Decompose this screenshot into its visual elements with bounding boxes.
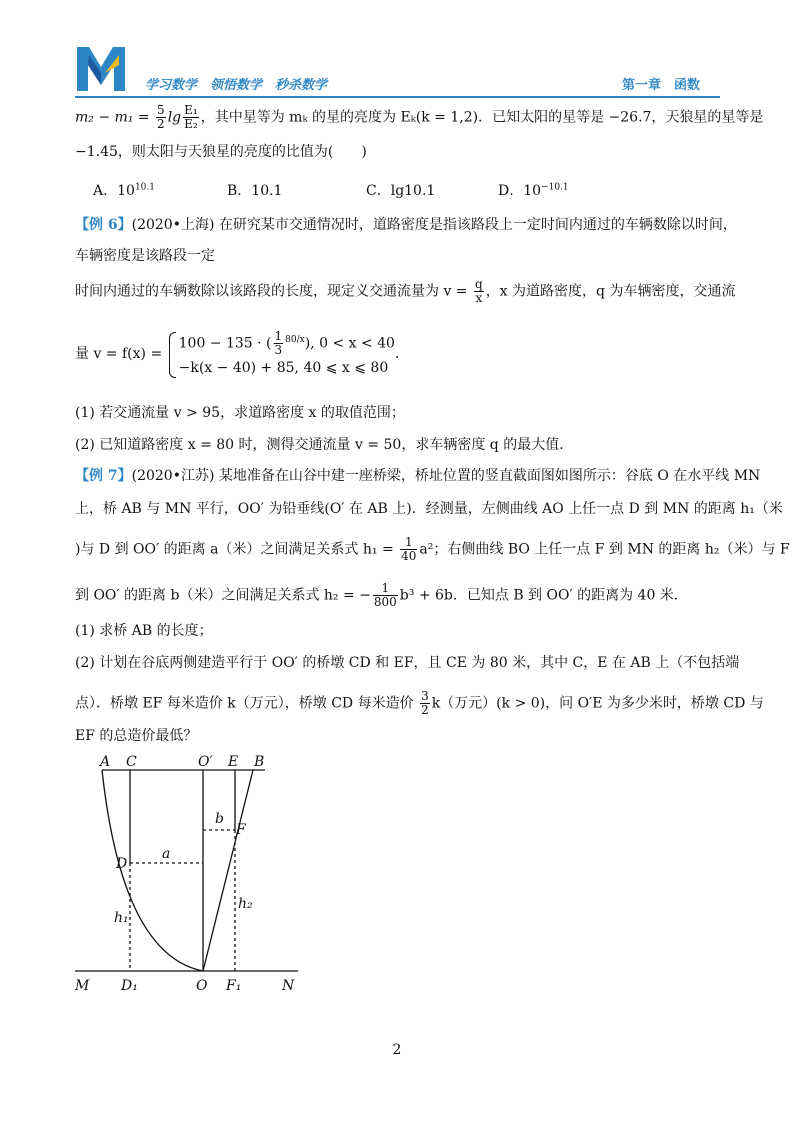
- header-divider: [75, 96, 720, 98]
- label-F1: F₁: [226, 978, 242, 994]
- logo-icon: [75, 43, 127, 95]
- example7-line3: )与 D 到 OO′ 的距离 a（米）之间满足关系式 h₁ = $\frac{1}{40}$ a²；右侧曲线 BO 上任一点 F 到 MN 的距离 h₂（米）与 F: [75, 535, 790, 564]
- example7-label: 【例 7】: [75, 468, 132, 484]
- example7-line1: 【例 7】(2020•江苏) 某地准备在山谷中建一座桥梁，桥址位置的竖直截面图如图所示：谷底 O 在水平线 MN: [75, 468, 761, 484]
- page-number: 2: [392, 1042, 402, 1058]
- example7-question1: (1) 求桥 AB 的长度；: [75, 623, 213, 639]
- prev-problem-line2: −1.45，则太阳与天狼星的亮度的比值为( ): [75, 144, 367, 160]
- label-a: a: [162, 846, 171, 862]
- piecewise-case1: 100 − 135 · ( $\frac{1}{3}$ $^{80/x}$), 0 < x < 40: [178, 329, 395, 358]
- example6-question2: (2) 已知道路密度 x = 80 时，测得交通流量 v = 50，求车辆密度 q 的最大值．: [75, 437, 574, 453]
- example6-piecewise: 量 v = f(x) = 100 − 135 · ( $\frac{1}{3}$ $^{80/x}$), 0 < x < 40 −k(x − 40) + 85, 40 ⩽ x ⩽ 80 ．: [75, 330, 725, 380]
- label-F: F: [236, 822, 246, 838]
- label-O-prime: O′: [198, 754, 213, 770]
- label-O: O: [196, 978, 208, 994]
- option-a[interactable]: A．$10^{10.1}$: [93, 182, 155, 199]
- label-E: E: [228, 754, 239, 770]
- label-D1: D₁: [121, 978, 138, 994]
- label-h2: h₂: [238, 896, 253, 912]
- example6-line1: 【例 6】(2020•上海) 在研究某市交通情况时，道路密度是指该路段上一定时间内通过的车辆数除以时间，: [75, 217, 737, 233]
- example7-question2-line1: (2) 计划在谷底两侧建造平行于 OO′ 的桥墩 CD 和 EF，且 CE 为 80 米，其中 C，E 在 AB 上（不包括端: [75, 655, 740, 671]
- example7-line2: 上，桥 AB 与 MN 平行，OO′ 为铅垂线(O′ 在 AB 上)．经测量，左侧曲线 AO 上任一点 D 到 MN 的距离 h₁（米: [75, 501, 783, 517]
- example7-question2-line2: 点）．桥墩 EF 每米造价 k（万元），桥墩 CD 每米造价 $\frac{3}{2}$ k（万元）(k > 0)，问 O′E 为多少米时，桥墩 CD 与: [75, 689, 764, 718]
- example7-line4: 到 OO′ 的距离 b（米）之间满足关系式 h₂ = − $\frac{1}{800}$ b³ + 6b．已知点 B 到 OO′ 的距离为 40 米．: [75, 581, 688, 610]
- bridge-figure: [70, 750, 310, 1000]
- piecewise-case2: −k(x − 40) + 85, 40 ⩽ x ⩽ 80: [178, 360, 389, 377]
- right-curve-bo: [203, 770, 253, 971]
- label-M: M: [75, 978, 90, 994]
- label-B: B: [254, 754, 265, 770]
- header-chapter: 第一章 函数: [622, 78, 701, 93]
- header-slogan: 学习数学 领悟数学 秒杀数学: [145, 78, 328, 93]
- label-b: b: [215, 811, 224, 827]
- example6-line3: 时间内通过的车辆数除以该路段的长度，现定义交通流量为 v = $\frac{q}{x}$ ，x 为道路密度，q 为车辆密度，交通流: [75, 277, 736, 306]
- label-D: D: [116, 856, 128, 872]
- option-c[interactable]: C．lg10.1: [366, 183, 436, 199]
- label-A: A: [100, 754, 111, 770]
- option-b[interactable]: B．10.1: [227, 183, 283, 199]
- example6-line2: 车辆密度是该路段一定: [75, 248, 215, 264]
- option-d[interactable]: D．$10^{-10.1}$: [498, 182, 569, 199]
- example6-question1: (1) 若交通流量 v > 95，求道路密度 x 的取值范围；: [75, 405, 405, 421]
- example6-label: 【例 6】: [75, 217, 132, 233]
- example7-question2-line3: EF 的总造价最低？: [75, 728, 198, 744]
- label-N: N: [282, 978, 295, 994]
- label-h1: h₁: [114, 910, 129, 926]
- label-C: C: [126, 754, 137, 770]
- prev-problem-line1: m₂ − m₁ = $\frac{5}{2}$ lg $\frac{\text{E₁}}{\text{E₂}}$ ，其中星等为 mₖ 的星的亮度为 Eₖ(k = 1,2)．已知太阳的星等是 −26.7，天狼星的星等是: [75, 103, 764, 132]
